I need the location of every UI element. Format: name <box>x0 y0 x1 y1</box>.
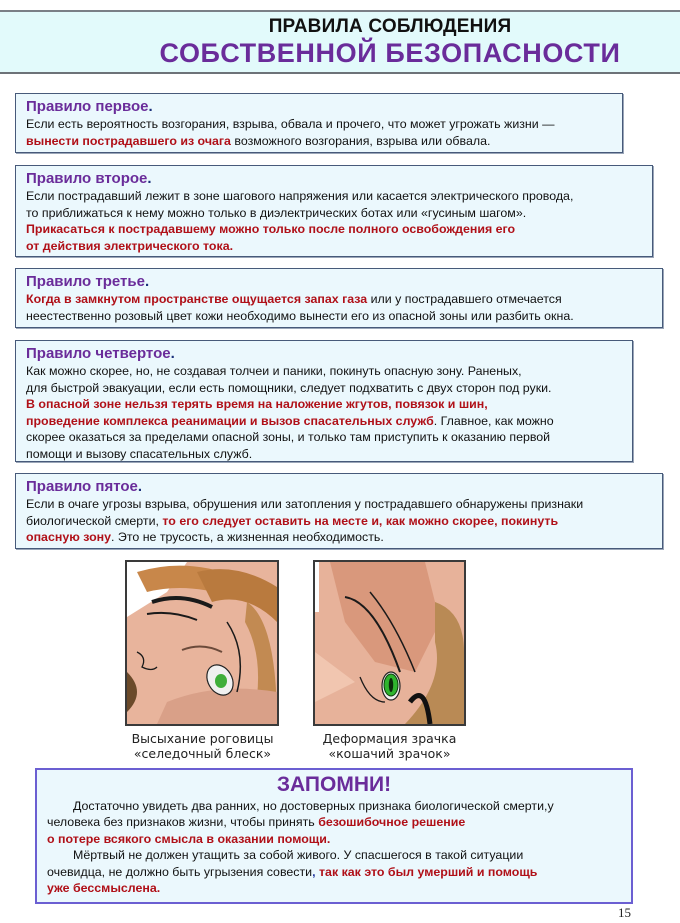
text-segment: . Это не трусость, а жизненная необходимость. <box>111 530 384 545</box>
text-segment: возможного возгорания, взрыва или обвала. <box>230 133 491 148</box>
header-title-line2: СОБСТВЕННОЙ БЕЗОПАСНОСТИ <box>159 38 621 68</box>
highlighted-text-segment: то его следует оставить на месте и, как можно скорее, покинуть <box>162 513 559 528</box>
highlighted-text-segment: от действия электрического тока. <box>26 238 234 253</box>
page-number: 15 <box>618 905 631 920</box>
highlighted-text-segment: проведение комплекса реанимации и вызов спасательных служб <box>26 413 434 428</box>
highlighted-text-segment: , <box>312 864 316 879</box>
rule-text <box>26 363 624 463</box>
rule-text <box>26 188 644 254</box>
rule-box-3 <box>15 268 663 328</box>
text-segment: очевидца, не должно быть угрызения совести <box>47 864 313 879</box>
text-segment: биологической смерти, <box>26 513 163 528</box>
rule-box-1 <box>15 93 623 153</box>
text-segment: для быстрой эвакуации, если есть помощники, следует подхватить с двух сторон под руки. <box>26 380 552 395</box>
highlighted-text-segment: Прикасаться к пострадавшему можно только после полного освобождения его <box>26 222 516 237</box>
highlighted-text-segment: уже бессмыслена. <box>47 881 161 896</box>
rule-title: Правило пятое. <box>26 478 143 495</box>
highlighted-text-segment: о потере всякого смысла в оказании помощи. <box>47 831 331 846</box>
text-segment: Мёртвый не должен утащить за собой живого. У спасшегося в такой ситуации <box>73 848 524 863</box>
figure-caption-1: Высыхание роговицы «селедочный блеск» <box>131 731 274 761</box>
highlighted-text-segment: безошибочное решение <box>318 815 466 830</box>
rule-box-4 <box>15 340 633 462</box>
text-segment: Если в очаге угрозы взрыва, обрушения или затопления у пострадавшего обнаружены признаки <box>26 497 584 511</box>
text-segment: Достаточно увидеть два ранних, но достоверных признака биологической смерти,у <box>73 799 554 813</box>
rule-title: Правило четвертое. <box>26 345 175 362</box>
eye-illustration-1 <box>127 562 277 724</box>
text-segment: неестественно розовый цвет кожи необходимо вынести его из опасной зоны или разбить окна. <box>26 308 574 323</box>
remember-box <box>35 768 633 904</box>
text-segment: Если пострадавший лежит в зоне шагового напряжения или касается электрического провода, <box>26 189 574 203</box>
illustration-cat-pupil <box>313 560 466 726</box>
illustration-cornea-drying <box>125 560 279 726</box>
rule-box-2 <box>15 165 653 257</box>
highlighted-text-segment: Когда в замкнутом пространстве ощущается запах газа <box>26 292 368 306</box>
remember-title: ЗАПОМНИ! <box>276 773 392 796</box>
eye-illustration-2 <box>315 562 464 724</box>
rule-title: Правило второе. <box>26 170 152 187</box>
highlighted-text-segment: опасную зону <box>26 530 112 545</box>
rule-box-5 <box>15 473 663 549</box>
highlighted-text-segment: вынести пострадавшего из очага <box>26 133 231 148</box>
header-title-line1: ПРАВИЛА СОБЛЮДЕНИЯ <box>268 16 512 37</box>
text-segment: или у пострадавшего отмечается <box>367 292 562 306</box>
remember-paragraph-2 <box>47 847 621 896</box>
text-segment: скорее оказаться за пределами опасной зоны, и только там приступить к оказанию первой <box>26 430 551 445</box>
figure-caption-2: Деформация зрачка «кошачий зрачок» <box>322 731 457 761</box>
rule-text <box>26 496 654 546</box>
remember-paragraph-1 <box>47 798 621 847</box>
rule-text <box>26 291 654 324</box>
rule-title: Правило третье. <box>26 273 150 290</box>
text-segment: Как можно скорее, но, не создавая толчеи и паники, покинуть опасную зону. Раненых, <box>26 364 522 378</box>
text-segment: . Главное, как можно <box>433 413 554 428</box>
highlighted-text-segment: так как это был умерший и помощь <box>315 864 538 879</box>
page-header <box>0 10 680 74</box>
text-segment: Если есть вероятность возгорания, взрыва, обвала и прочего, что может угрожать жизни — <box>26 117 555 131</box>
text-segment: то приближаться к нему можно только в диэлектрических ботах или «гусиным шагом». <box>26 205 527 220</box>
rule-title: Правило первое. <box>26 98 153 115</box>
text-segment: человека без признаков жизни, чтобы принять <box>47 815 319 830</box>
text-segment: помощи и вызову спасательных служб. <box>26 446 253 461</box>
highlighted-text-segment: В опасной зоне нельзя терять время на наложение жгутов, повязок и шин, <box>26 397 488 412</box>
rule-text <box>26 116 614 149</box>
